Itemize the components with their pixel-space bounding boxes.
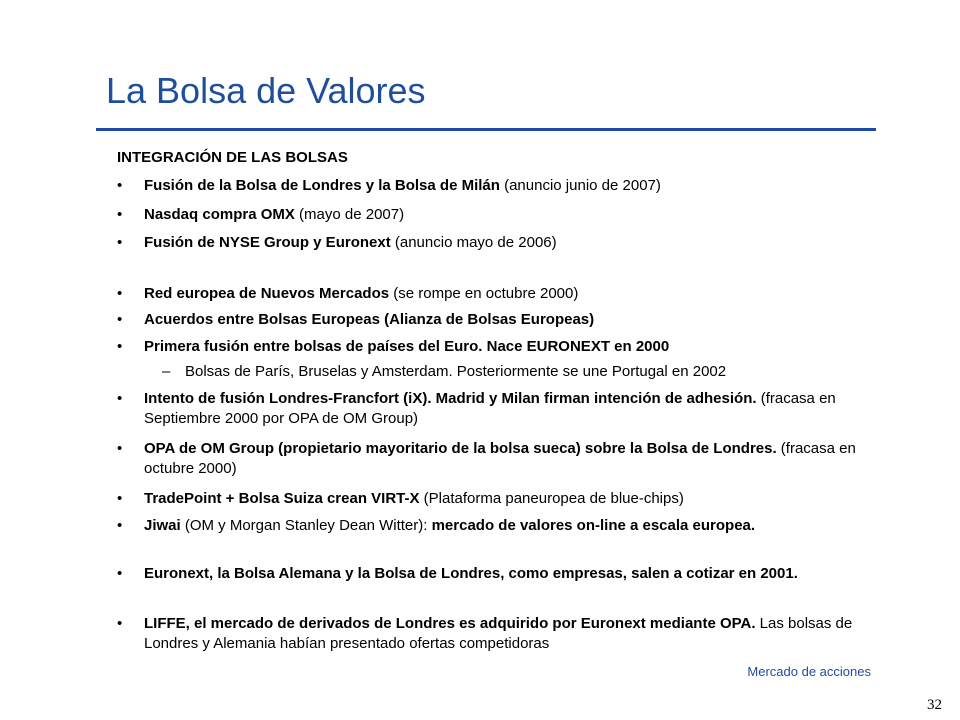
bullet-item — [117, 614, 877, 654]
bullet-item — [117, 389, 877, 429]
bullet-item — [117, 439, 877, 479]
bullet-item — [117, 233, 877, 253]
bullet-normal-text: (OM y Morgan Stanley Dean Witter): — [180, 517, 432, 534]
sub-bullet-text: Bolsas de París, Bruselas y Amsterdam. Posteriormente se une Portugal en 2002 — [185, 363, 727, 380]
bullet-bold-text: Euronext, la Bolsa Alemana y la Bolsa de Londres, como empresas, salen a cotizar en 2001. — [144, 565, 798, 582]
bullet-dot: • — [117, 285, 123, 302]
bullet-dot: • — [117, 490, 123, 507]
bullet-bold-text-2: mercado de valores on-line a escala europea. — [431, 517, 756, 534]
bullet-normal-text: (fracasa en octubre 2000) — [144, 440, 856, 477]
bullet-bold-text: LIFFE, el mercado de derivados de Londres es adquirido por Euronext mediante OPA. — [144, 615, 756, 632]
bullet-dot: • — [117, 338, 123, 355]
bullet-bold-text: Primera fusión entre bolsas de países del Euro. Nace EURONEXT en 2000 — [144, 338, 670, 355]
bullet-bold-text: Fusión de NYSE Group y Euronext — [144, 234, 391, 251]
bullet-bold-text: Red europea de Nuevos Mercados — [144, 285, 390, 302]
bullet-item — [117, 489, 877, 509]
bullet-bold-text: TradePoint + Bolsa Suiza crean VIRT-X — [144, 490, 420, 507]
sub-bullet-item — [162, 362, 726, 382]
bullet-dot: • — [117, 234, 123, 251]
title-divider — [96, 128, 876, 131]
bullet-bold-text: Nasdaq compra OMX — [144, 206, 295, 223]
bullet-normal-text: (fracasa en Septiembre 2000 por OPA de OM Group) — [144, 390, 836, 427]
bullet-item — [117, 564, 877, 584]
bullet-bold-text: Jiwai — [144, 517, 181, 534]
sub-bullet-dash: – — [162, 363, 171, 380]
bullet-item — [117, 310, 877, 330]
bullet-normal-text: (anuncio mayo de 2006) — [390, 234, 557, 251]
bullet-bold-text: Fusión de la Bolsa de Londres y la Bolsa de Milán — [144, 177, 500, 194]
bullet-item — [117, 176, 877, 196]
bullet-dot: • — [117, 440, 123, 457]
bullet-dot: • — [117, 390, 123, 407]
bullet-dot: • — [117, 206, 123, 223]
footer-label: Mercado de acciones — [747, 664, 871, 679]
bullet-normal-text: (Plataforma paneuropea de blue-chips) — [419, 490, 684, 507]
bullet-normal-text: (anuncio junio de 2007) — [499, 177, 661, 194]
bullet-normal-text: (se rompe en octubre 2000) — [389, 285, 579, 302]
bullet-dot: • — [117, 615, 123, 632]
bullet-dot: • — [117, 311, 123, 328]
bullet-bold-text: Acuerdos entre Bolsas Europeas (Alianza de Bolsas Europeas) — [144, 311, 595, 328]
bullet-normal-text: (mayo de 2007) — [294, 206, 405, 223]
bullet-dot: • — [117, 565, 123, 582]
bullet-bold-text: Intento de fusión Londres-Francfort (iX). Madrid y Milan firman intención de adhesión. — [144, 390, 757, 407]
bullet-dot: • — [117, 177, 123, 194]
page-number: 32 — [927, 697, 942, 713]
bullet-item — [117, 516, 877, 536]
slide-title: La Bolsa de Valores — [106, 70, 426, 111]
bullet-bold-text: OPA de OM Group (propietario mayoritario de la bolsa sueca) sobre la Bolsa de Londres. — [144, 440, 777, 457]
section-heading: INTEGRACIÓN DE LAS BOLSAS — [117, 149, 348, 166]
bullet-normal-text: Las bolsas de Londres y Alemania habían presentado ofertas competidoras — [144, 615, 853, 652]
bullet-item — [117, 205, 877, 225]
bullet-item — [117, 284, 877, 304]
bullet-item — [117, 337, 877, 357]
bullet-dot: • — [117, 517, 123, 534]
